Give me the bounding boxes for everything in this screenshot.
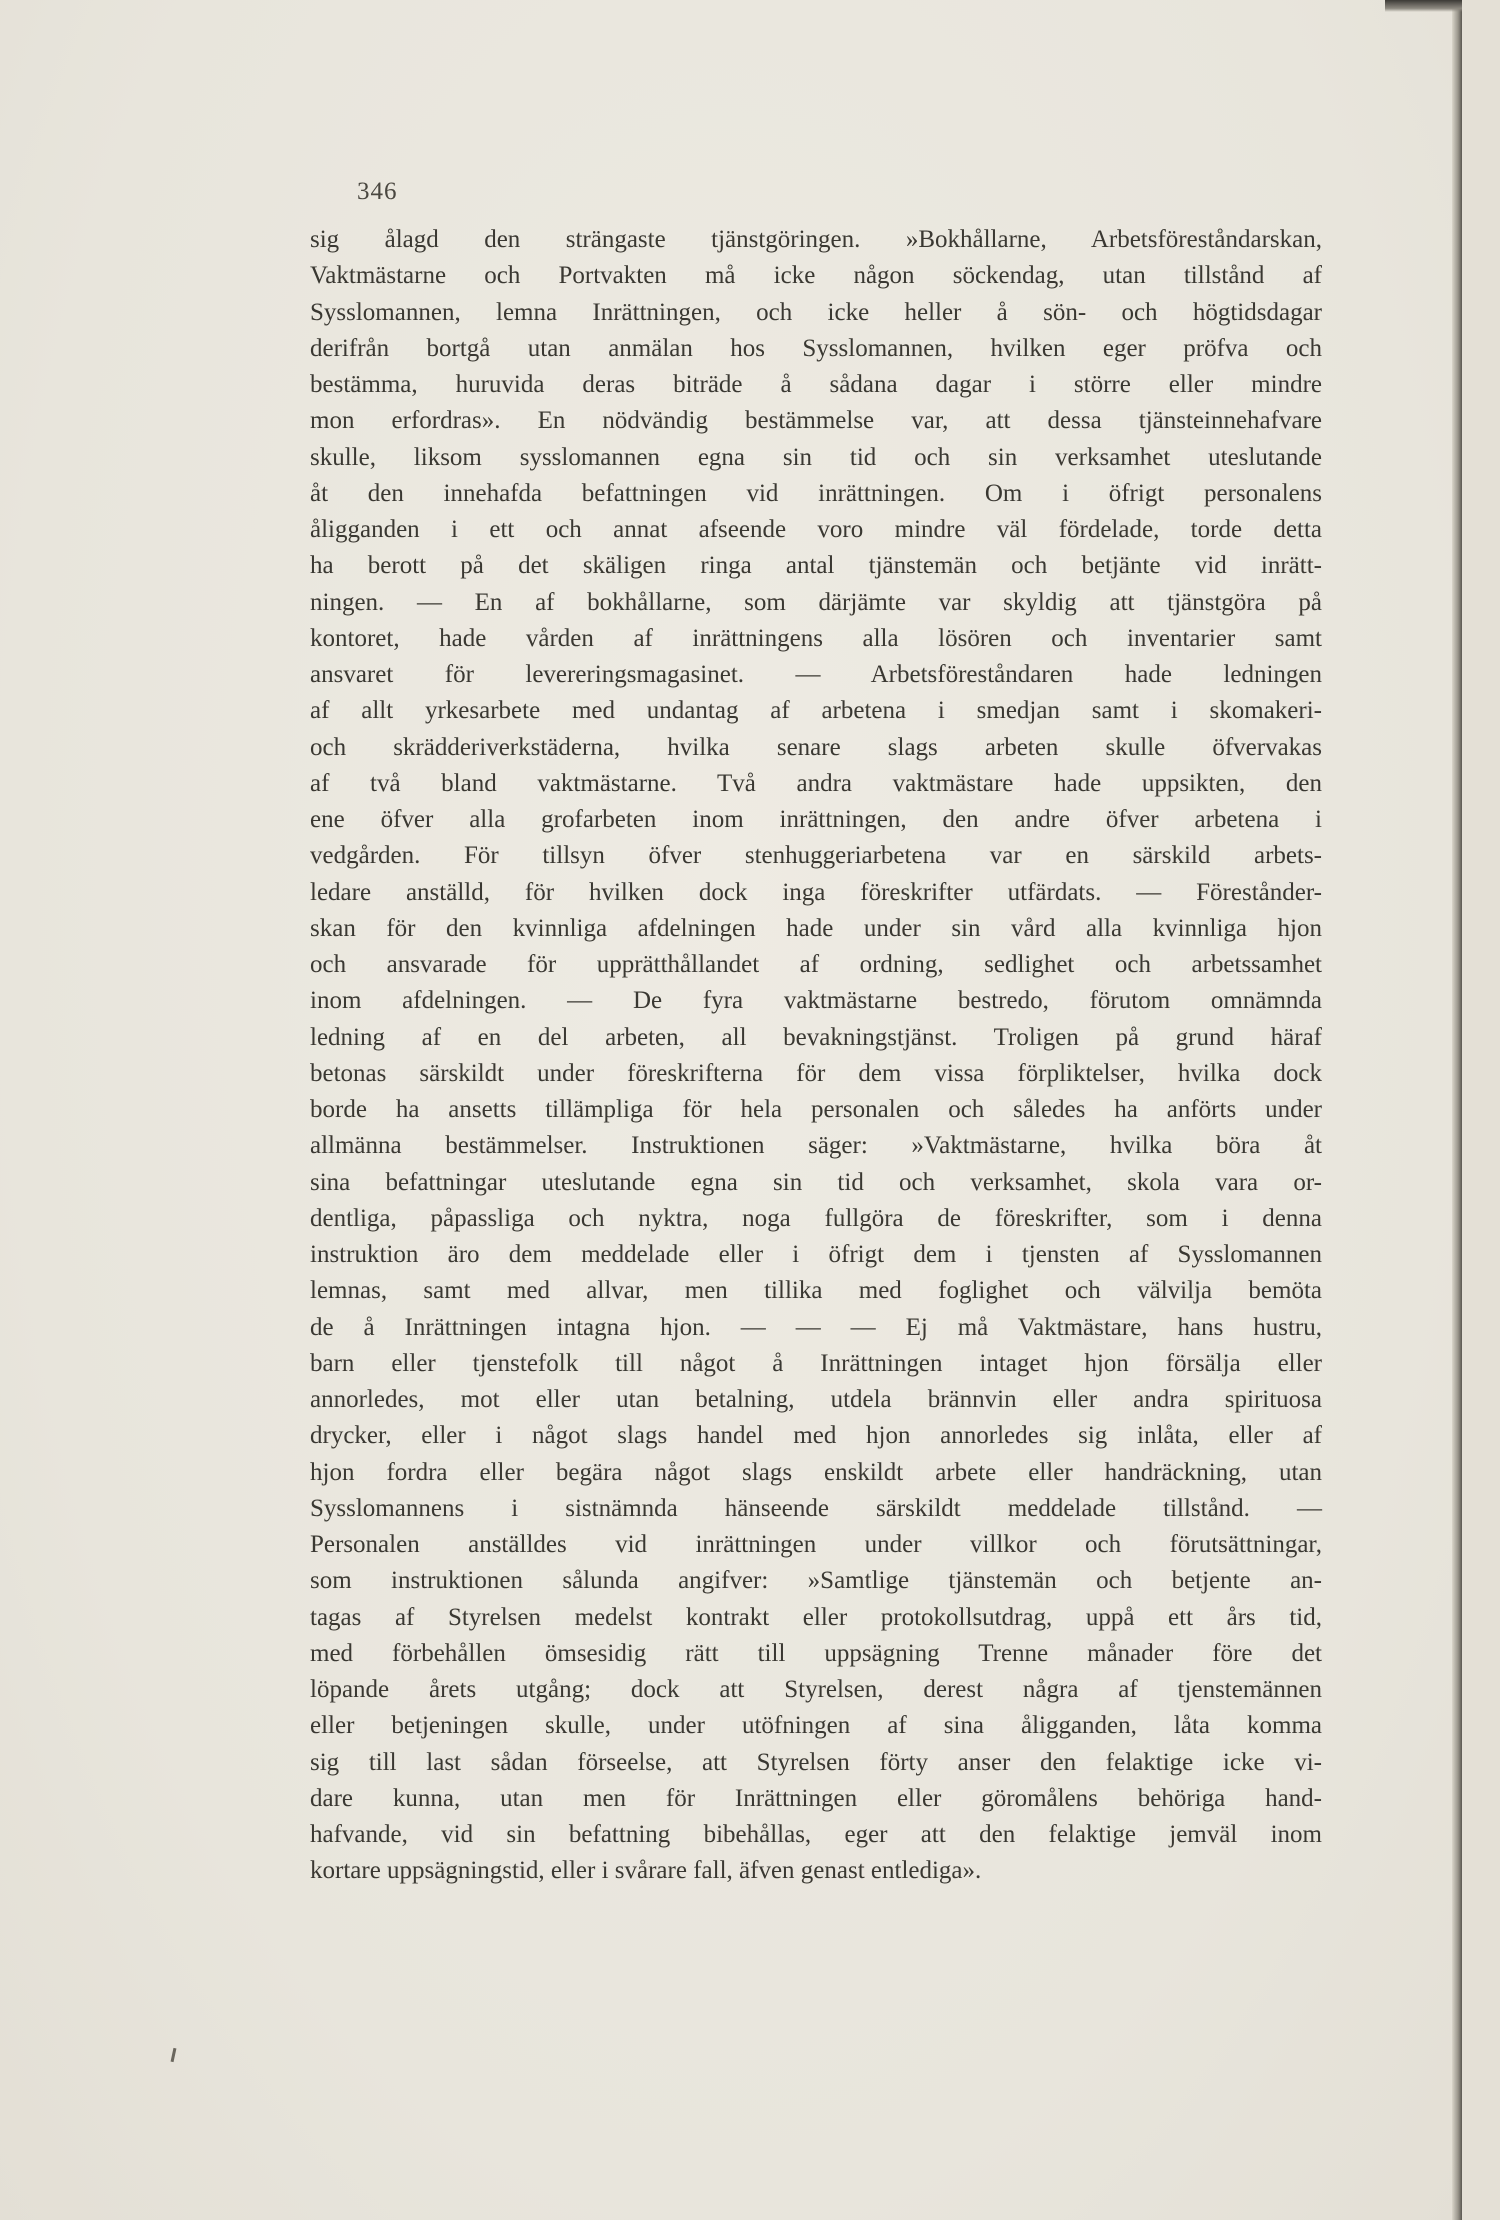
text-line: eller betjeningen skulle, under utöfningen af sina åligganden, låta komma (310, 1712, 1322, 1740)
text-line: derifrån bortgå utan anmälan hos Sysslomannen, hvilken eger pröfva och (310, 334, 1322, 362)
text-line: hafvande, vid sin befattning bibehållas, eger att den felaktige jemväl inom (310, 1821, 1322, 1848)
text-line: ledning af en del arbeten, all bevakningstjänst. Troligen på grund häraf (310, 1023, 1322, 1051)
text-line: annorledes, mot eller utan betalning, utdela brännvin eller andra spirituosa (310, 1386, 1322, 1413)
text-line: tagas af Styrelsen medelst kontrakt eller protokollsutdrag, uppå ett års tid, (310, 1603, 1322, 1631)
text-line: drycker, eller i något slags handel med hjon annorledes sig inlåta, eller af (310, 1422, 1322, 1450)
body-text (310, 222, 1322, 1890)
text-line: Personalen anställdes vid inrättningen under villkor och förutsättningar, (310, 1531, 1322, 1558)
text-line: allmänna bestämmelser. Instruktionen säger: »Vaktmästarne, hvilka böra åt (310, 1132, 1322, 1160)
text-line: ningen. — En af bokhållarne, som därjämte var skyldig att tjänstgöra på (310, 588, 1322, 616)
text-line: ha berott på det skäligen ringa antal tjänstemän och betjänte vid inrätt- (310, 552, 1322, 580)
text-line: med förbehållen ömsesidig rätt till uppsägning Trenne månader före det (310, 1639, 1322, 1667)
text-line: Vaktmästarne och Portvakten må icke någon söckendag, utan tillstånd af (310, 262, 1322, 290)
page-edge-shadow (1452, 0, 1462, 2220)
text-line: dare kunna, utan men för Inrättningen eller göromålens behöriga hand- (310, 1784, 1322, 1812)
text-line: hjon fordra eller begära något slags enskildt arbete eller handräckning, utan (310, 1458, 1322, 1486)
text-line: åligganden i ett och annat afseende voro mindre väl fördelade, torde detta (310, 516, 1322, 543)
page-corner-shadow (1385, 0, 1462, 12)
text-line: de å Inrättningen intagna hjon. — — — Ej må Vaktmästare, hans hustru, (310, 1313, 1322, 1341)
text-line: betonas särskildt under föreskrifterna för dem vissa förpliktelser, hvilka dock (310, 1059, 1322, 1087)
text-line: som instruktionen sålunda angifver: »Samtlige tjänstemän och betjente an- (310, 1567, 1322, 1595)
text-line: sig ålagd den strängaste tjänstgöringen. »Bokhållarne, Arbetsföreståndarskan, (310, 226, 1322, 253)
text-line: ene öfver alla grofarbeten inom inrättningen, den andre öfver arbetena i (310, 806, 1322, 833)
text-line: och ansvarade för upprätthållandet af ordning, sedlighet och arbetssamhet (310, 951, 1322, 978)
text-line: mon erfordras». En nödvändig bestämmelse var, att dessa tjänsteinnehafvare (310, 407, 1322, 435)
paper-speck (171, 2048, 177, 2062)
text-line: vedgården. För tillsyn öfver stenhuggeriarbetena var en särskild arbets- (310, 842, 1322, 870)
text-line: instruktion äro dem meddelade eller i öfrigt dem i tjensten af Sysslomannen (310, 1241, 1322, 1268)
text-line: dentliga, påpassliga och nyktra, noga fullgöra de föreskrifter, som i denna (310, 1204, 1322, 1232)
text-line: kortare uppsägningstid, eller i svårare fall, äfven genast entlediga». (310, 1857, 982, 1885)
text-line: och skrädderiverkstäderna, hvilka senare slags arbeten skulle öfvervakas (310, 733, 1322, 761)
text-line: sina befattningar uteslutande egna sin tid och verksamhet, skola vara or- (310, 1168, 1322, 1196)
text-line: ledare anställd, för hvilken dock inga föreskrifter utfärdats. — Förestånder- (310, 878, 1322, 906)
text-line: löpande årets utgång; dock att Styrelsen, derest några af tjenstemännen (310, 1676, 1322, 1703)
text-line: bestämma, huruvida deras biträde å sådana dagar i större eller mindre (310, 371, 1322, 398)
page-number: 346 (357, 178, 398, 205)
text-line: ansvaret för levereringsmagasinet. — Arbetsföreståndaren hade ledningen (310, 661, 1322, 688)
text-line: lemnas, samt med allvar, men tillika med foglighet och välvilja bemöta (310, 1277, 1322, 1305)
text-line: inom afdelningen. — De fyra vaktmästarne bestredo, förutom omnämnda (310, 987, 1322, 1015)
text-line: Sysslomannen, lemna Inrättningen, och icke heller å sön- och högtidsdagar (310, 298, 1322, 326)
text-line: sig till last sådan förseelse, att Styrelsen förty anser den felaktige icke vi- (310, 1748, 1322, 1776)
text-line: borde ha ansetts tillämpliga för hela personalen och således ha anförts under (310, 1096, 1322, 1123)
text-line: kontoret, hade vården af inrättningens alla lösören och inventarier samt (310, 624, 1322, 652)
text-line: åt den innehafda befattningen vid inrättningen. Om i öfrigt personalens (310, 479, 1322, 507)
text-line: af två bland vaktmästarne. Två andra vaktmästare hade uppsikten, den (310, 769, 1322, 797)
text-line: af allt yrkesarbete med undantag af arbetena i smedjan samt i skomakeri- (310, 697, 1322, 725)
text-line: skulle, liksom sysslomannen egna sin tid och sin verksamhet uteslutande (310, 443, 1322, 471)
text-line: barn eller tjenstefolk till något å Inrättningen intaget hjon försälja eller (310, 1349, 1322, 1377)
text-line: Sysslomannens i sistnämnda hänseende särskildt meddelade tillstånd. — (310, 1494, 1322, 1522)
text-line: skan för den kvinnliga afdelningen hade under sin vård alla kvinnliga hjon (310, 914, 1322, 942)
